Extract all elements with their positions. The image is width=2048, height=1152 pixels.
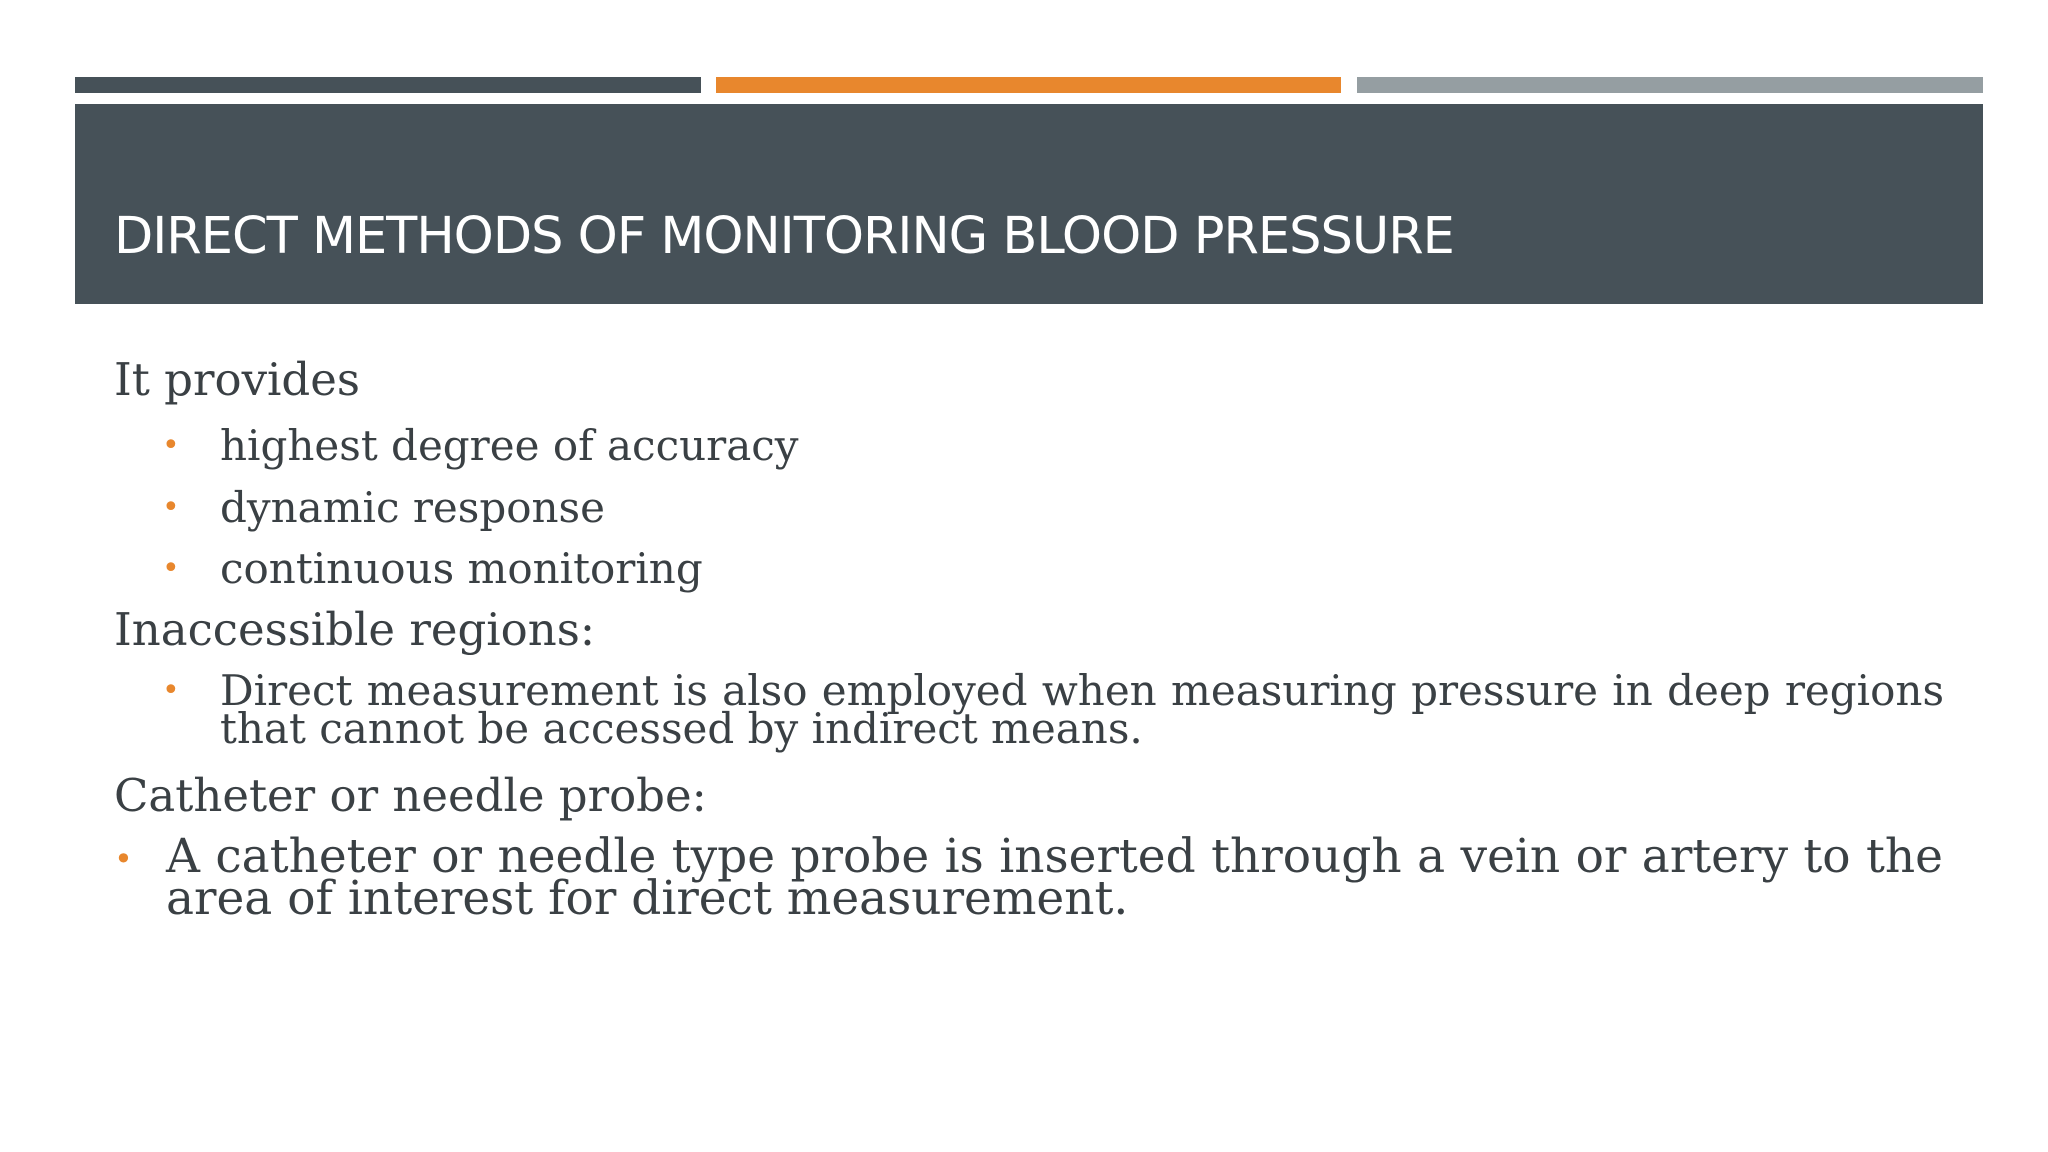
list-item-text: A catheter or needle type probe is inserted through a vein or artery to the area of interest for direct measurement. bbox=[166, 829, 1943, 926]
section-heading-provides: It provides bbox=[114, 353, 360, 406]
top-stripe-dark bbox=[75, 77, 701, 93]
bullet-icon: • bbox=[162, 428, 180, 463]
slide-title: DIRECT METHODS OF MONITORING BLOOD PRESSURE bbox=[114, 207, 1454, 266]
section-heading-inaccessible: Inaccessible regions: bbox=[114, 603, 596, 656]
title-bar bbox=[75, 104, 1983, 304]
bullet-icon: • bbox=[162, 673, 180, 708]
top-stripe-orange bbox=[716, 77, 1341, 93]
list-item-text: highest degree of accuracy bbox=[220, 421, 799, 470]
list-item-text: dynamic response bbox=[220, 483, 605, 532]
list-item-text: continuous monitoring bbox=[220, 544, 703, 593]
bullet-icon: • bbox=[114, 840, 133, 878]
list-item-text: Direct measurement is also employed when measuring pressure in deep regions that cannot be accessed by indirect means. bbox=[220, 666, 1944, 753]
section-heading-catheter: Catheter or needle probe: bbox=[114, 769, 707, 822]
bullet-icon: • bbox=[162, 490, 180, 525]
bullet-icon: • bbox=[162, 551, 180, 586]
top-stripe-gray bbox=[1357, 77, 1983, 93]
